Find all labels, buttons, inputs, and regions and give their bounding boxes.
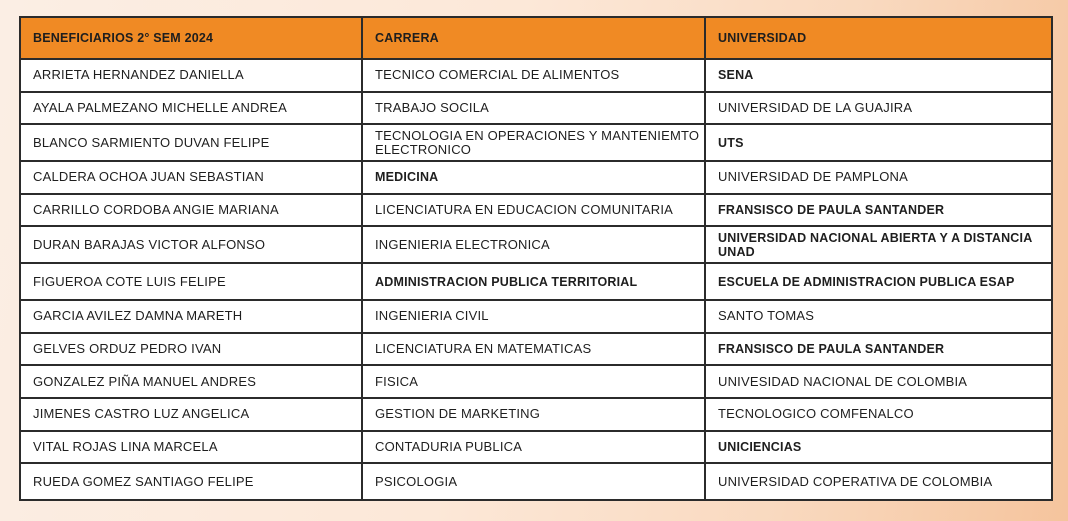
table-row [20, 226, 1052, 263]
cell-career: INGENIERIA CIVIL [362, 300, 705, 333]
cell-career: ADMINISTRACION PUBLICA TERRITORIAL [362, 263, 705, 300]
header-universidad: UNIVERSIDAD [705, 17, 1052, 59]
table-row [20, 59, 1052, 92]
cell-university: ESCUELA DE ADMINISTRACION PUBLICA ESAP [705, 263, 1052, 300]
cell-university: FRANSISCO DE PAULA SANTANDER [705, 194, 1052, 227]
cell-career: LICENCIATURA EN MATEMATICAS [362, 333, 705, 366]
cell-university: UNICIENCIAS [705, 431, 1052, 464]
table-row [20, 161, 1052, 194]
cell-university: SENA [705, 59, 1052, 92]
cell-name: BLANCO SARMIENTO DUVAN FELIPE [20, 124, 362, 161]
cell-career: GESTION DE MARKETING [362, 398, 705, 431]
cell-career: LICENCIATURA EN EDUCACION COMUNITARIA [362, 194, 705, 227]
cell-career: FISICA [362, 365, 705, 398]
cell-university: UNIVERSIDAD NACIONAL ABIERTA Y A DISTANCIA UNAD [705, 226, 1052, 263]
cell-career: INGENIERIA ELECTRONICA [362, 226, 705, 263]
cell-career: TECNICO COMERCIAL DE ALIMENTOS [362, 59, 705, 92]
cell-name: DURAN BARAJAS VICTOR ALFONSO [20, 226, 362, 263]
cell-name: JIMENES CASTRO LUZ ANGELICA [20, 398, 362, 431]
cell-university: UTS [705, 124, 1052, 161]
table-row [20, 263, 1052, 300]
cell-name: RUEDA GOMEZ SANTIAGO FELIPE [20, 463, 362, 500]
cell-name: GELVES ORDUZ PEDRO IVAN [20, 333, 362, 366]
cell-name: GARCIA AVILEZ DAMNA MARETH [20, 300, 362, 333]
table-row [20, 300, 1052, 333]
table-row [20, 92, 1052, 125]
header-beneficiarios: BENEFICIARIOS 2° SEM 2024 [20, 17, 362, 59]
cell-name: VITAL ROJAS LINA MARCELA [20, 431, 362, 464]
beneficiaries-table [19, 16, 1053, 501]
cell-career: TRABAJO SOCILA [362, 92, 705, 125]
table-row [20, 463, 1052, 500]
cell-career: MEDICINA [362, 161, 705, 194]
cell-career: PSICOLOGIA [362, 463, 705, 500]
cell-university: UNIVERSIDAD COPERATIVA DE COLOMBIA [705, 463, 1052, 500]
cell-name: ARRIETA HERNANDEZ DANIELLA [20, 59, 362, 92]
cell-university: UNIVERSIDAD DE LA GUAJIRA [705, 92, 1052, 125]
cell-name: AYALA PALMEZANO MICHELLE ANDREA [20, 92, 362, 125]
table-header-row [20, 17, 1052, 59]
cell-university: SANTO TOMAS [705, 300, 1052, 333]
beneficiaries-table-container [19, 16, 1051, 501]
cell-name: CARRILLO CORDOBA ANGIE MARIANA [20, 194, 362, 227]
header-carrera: CARRERA [362, 17, 705, 59]
table-row [20, 431, 1052, 464]
cell-career: TECNOLOGIA EN OPERACIONES Y MANTENIEMTO ELECTRONICO [362, 124, 705, 161]
table-row [20, 398, 1052, 431]
table-row [20, 124, 1052, 161]
table-row [20, 365, 1052, 398]
table-row [20, 194, 1052, 227]
cell-name: CALDERA OCHOA JUAN SEBASTIAN [20, 161, 362, 194]
cell-university: UNIVESIDAD NACIONAL DE COLOMBIA [705, 365, 1052, 398]
cell-career: CONTADURIA PUBLICA [362, 431, 705, 464]
cell-university: UNIVERSIDAD DE PAMPLONA [705, 161, 1052, 194]
cell-name: FIGUEROA COTE LUIS FELIPE [20, 263, 362, 300]
cell-name: GONZALEZ PIÑA MANUEL ANDRES [20, 365, 362, 398]
table-row [20, 333, 1052, 366]
cell-university: FRANSISCO DE PAULA SANTANDER [705, 333, 1052, 366]
cell-university: TECNOLOGICO COMFENALCO [705, 398, 1052, 431]
